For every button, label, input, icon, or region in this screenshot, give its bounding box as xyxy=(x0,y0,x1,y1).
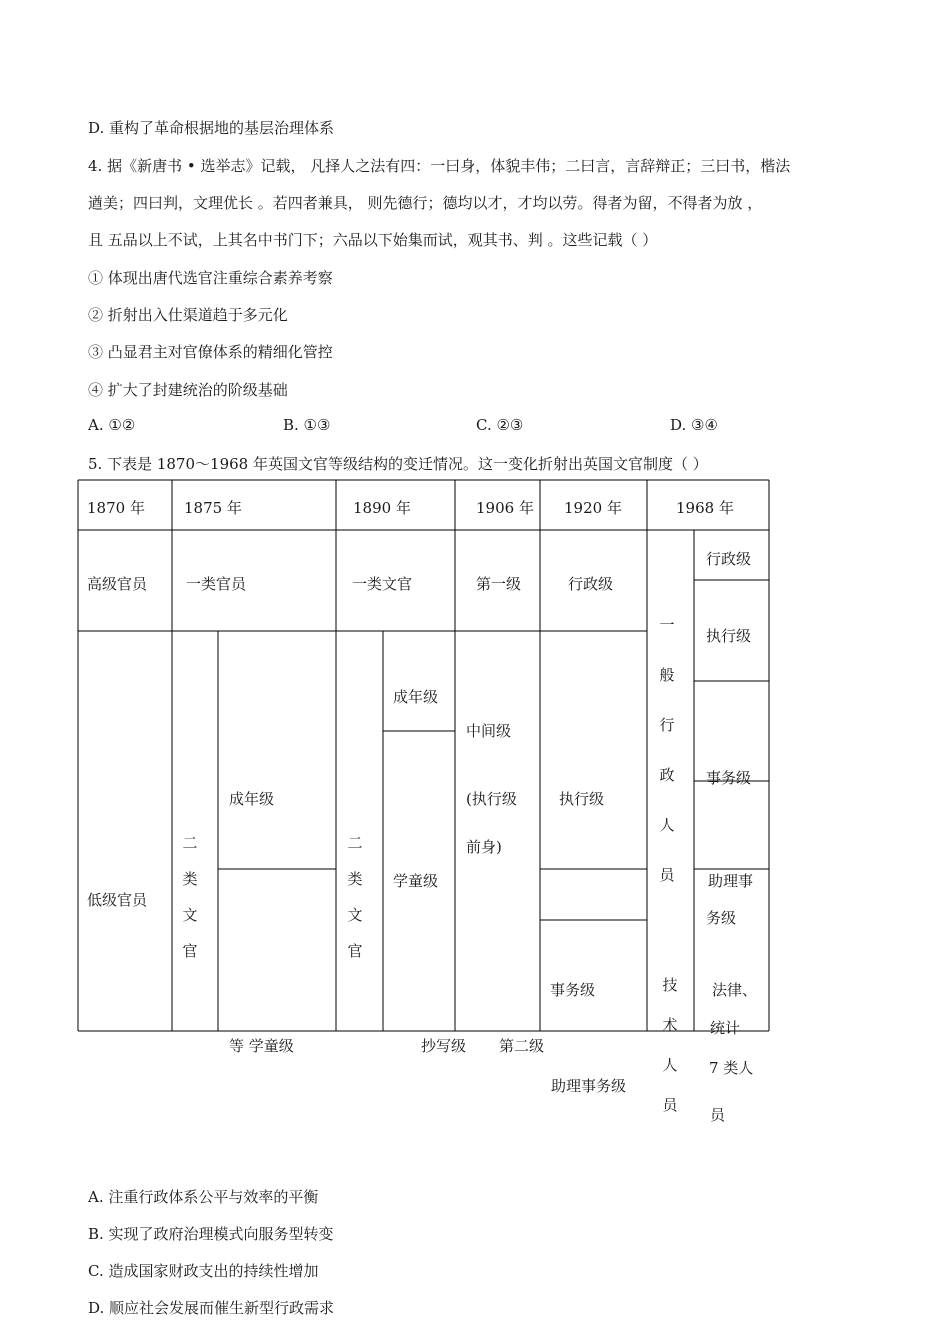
vertical-text: 二类文官 xyxy=(182,834,198,960)
cell-1968-seven-types: 7 类人 xyxy=(709,1059,754,1077)
cell-1920-clerical: 事务级 xyxy=(550,981,596,999)
year-1890: 1890 年 xyxy=(353,499,411,517)
q4-option-d[interactable]: D. ③④ xyxy=(670,416,718,434)
vertical-text: 技术人员 xyxy=(662,976,678,1114)
q4-statement-4: ④ 扩大了封建统治的阶级基础 xyxy=(88,381,288,399)
cell-1875-class1: 一类官员 xyxy=(186,575,247,593)
cell-1968-general-admin xyxy=(657,600,677,900)
cell-1890-boy: 学童级 xyxy=(393,872,439,890)
q5-option-a[interactable]: A. 注重行政体系公平与效率的平衡 xyxy=(88,1188,319,1206)
year-1968: 1968 年 xyxy=(676,499,734,517)
cell-1906-first: 第一级 xyxy=(476,575,522,593)
cell-1968-law: 法律、 xyxy=(712,981,758,999)
q5-option-b[interactable]: B. 实现了政府治理模式向服务型转变 xyxy=(88,1225,334,1243)
cell-1870-senior: 高级官员 xyxy=(87,575,148,593)
year-1870: 1870 年 xyxy=(87,499,145,517)
cell-1968-asst-clerical-2: 务级 xyxy=(706,909,737,927)
vertical-text: 一般行政人员 xyxy=(659,616,675,884)
cell-1920-admin: 行政级 xyxy=(568,575,614,593)
q4-option-c[interactable]: C. ②③ xyxy=(476,416,524,434)
q5-option-d[interactable]: D. 顺应社会发展而催生新型行政需求 xyxy=(88,1299,335,1317)
cell-1890-class1: 一类文官 xyxy=(352,575,413,593)
q4-option-a[interactable]: A. ①② xyxy=(88,416,136,434)
cell-1920-exec: 执行级 xyxy=(559,790,605,808)
q3-option-d[interactable]: D. 重构了革命根据地的基层治理体系 xyxy=(88,119,335,137)
cell-1920-asst-clerical: 助理事务级 xyxy=(551,1077,627,1095)
cell-1875-class2 xyxy=(180,825,200,969)
cell-1968-technical xyxy=(660,965,680,1125)
cell-1968-asst-clerical-1: 助理事 xyxy=(708,872,754,890)
year-1920: 1920 年 xyxy=(564,499,622,517)
q4-stem-line-2: 遒美；四曰判，文理优长 。若四者兼具， 则先德行；德均以才，才均以劳。得者为留，不得者为放 ， xyxy=(88,194,763,212)
vertical-text: 二类文官 xyxy=(347,834,363,960)
cell-1890-adult: 成年级 xyxy=(393,688,439,706)
cell-1906-exec: (执行级 xyxy=(466,790,517,808)
q5-stem: 5. 下表是 1870～1968 年英国文官等级结构的变迁情况。这一变化折射出英国文官制度（ ） xyxy=(88,455,708,473)
cell-1890-copyist: 抄写级 xyxy=(421,1037,467,1055)
cell-1870-junior: 低级官员 xyxy=(87,891,148,909)
cell-1968-personnel: 员 xyxy=(710,1106,726,1124)
cell-1968-clerical: 事务级 xyxy=(706,769,752,787)
cell-1968-admin: 行政级 xyxy=(706,550,752,568)
q4-statement-2: ② 折射出入仕渠道趋于多元化 xyxy=(88,306,288,324)
cell-1968-stats: 统计 xyxy=(710,1019,741,1037)
year-1875: 1875 年 xyxy=(184,499,242,517)
q4-statement-3: ③ 凸显君主对官僚体系的精细化管控 xyxy=(88,343,333,361)
cell-1906-second: 第二级 xyxy=(499,1037,545,1055)
q5-option-c[interactable]: C. 造成国家财政支出的持续性增加 xyxy=(88,1262,319,1280)
cell-1890-class2 xyxy=(345,825,365,969)
q4-stem-line-1: 4. 据《新唐书 • 选举志》记载， 凡择人之法有四：一曰身，体貌丰伟；二曰言，言辞辩正；三曰书，楷法 xyxy=(88,157,791,175)
q4-stem-line-3: 且 五品以上不试，上其名中书门下；六品以下始集而试，观其书、判 。这些记载（ ） xyxy=(88,231,658,249)
cell-1968-exec: 执行级 xyxy=(706,627,752,645)
q4-statement-1: ① 体现出唐代选官注重综合素养考察 xyxy=(88,269,333,287)
year-1906: 1906 年 xyxy=(476,499,534,517)
q4-option-b[interactable]: B. ①③ xyxy=(283,416,331,434)
cell-1906-precursor: 前身) xyxy=(466,838,502,856)
cell-1875-boy: 等 学童级 xyxy=(229,1037,294,1055)
cell-1906-middle: 中间级 xyxy=(466,722,512,740)
cell-1875-adult: 成年级 xyxy=(229,790,275,808)
